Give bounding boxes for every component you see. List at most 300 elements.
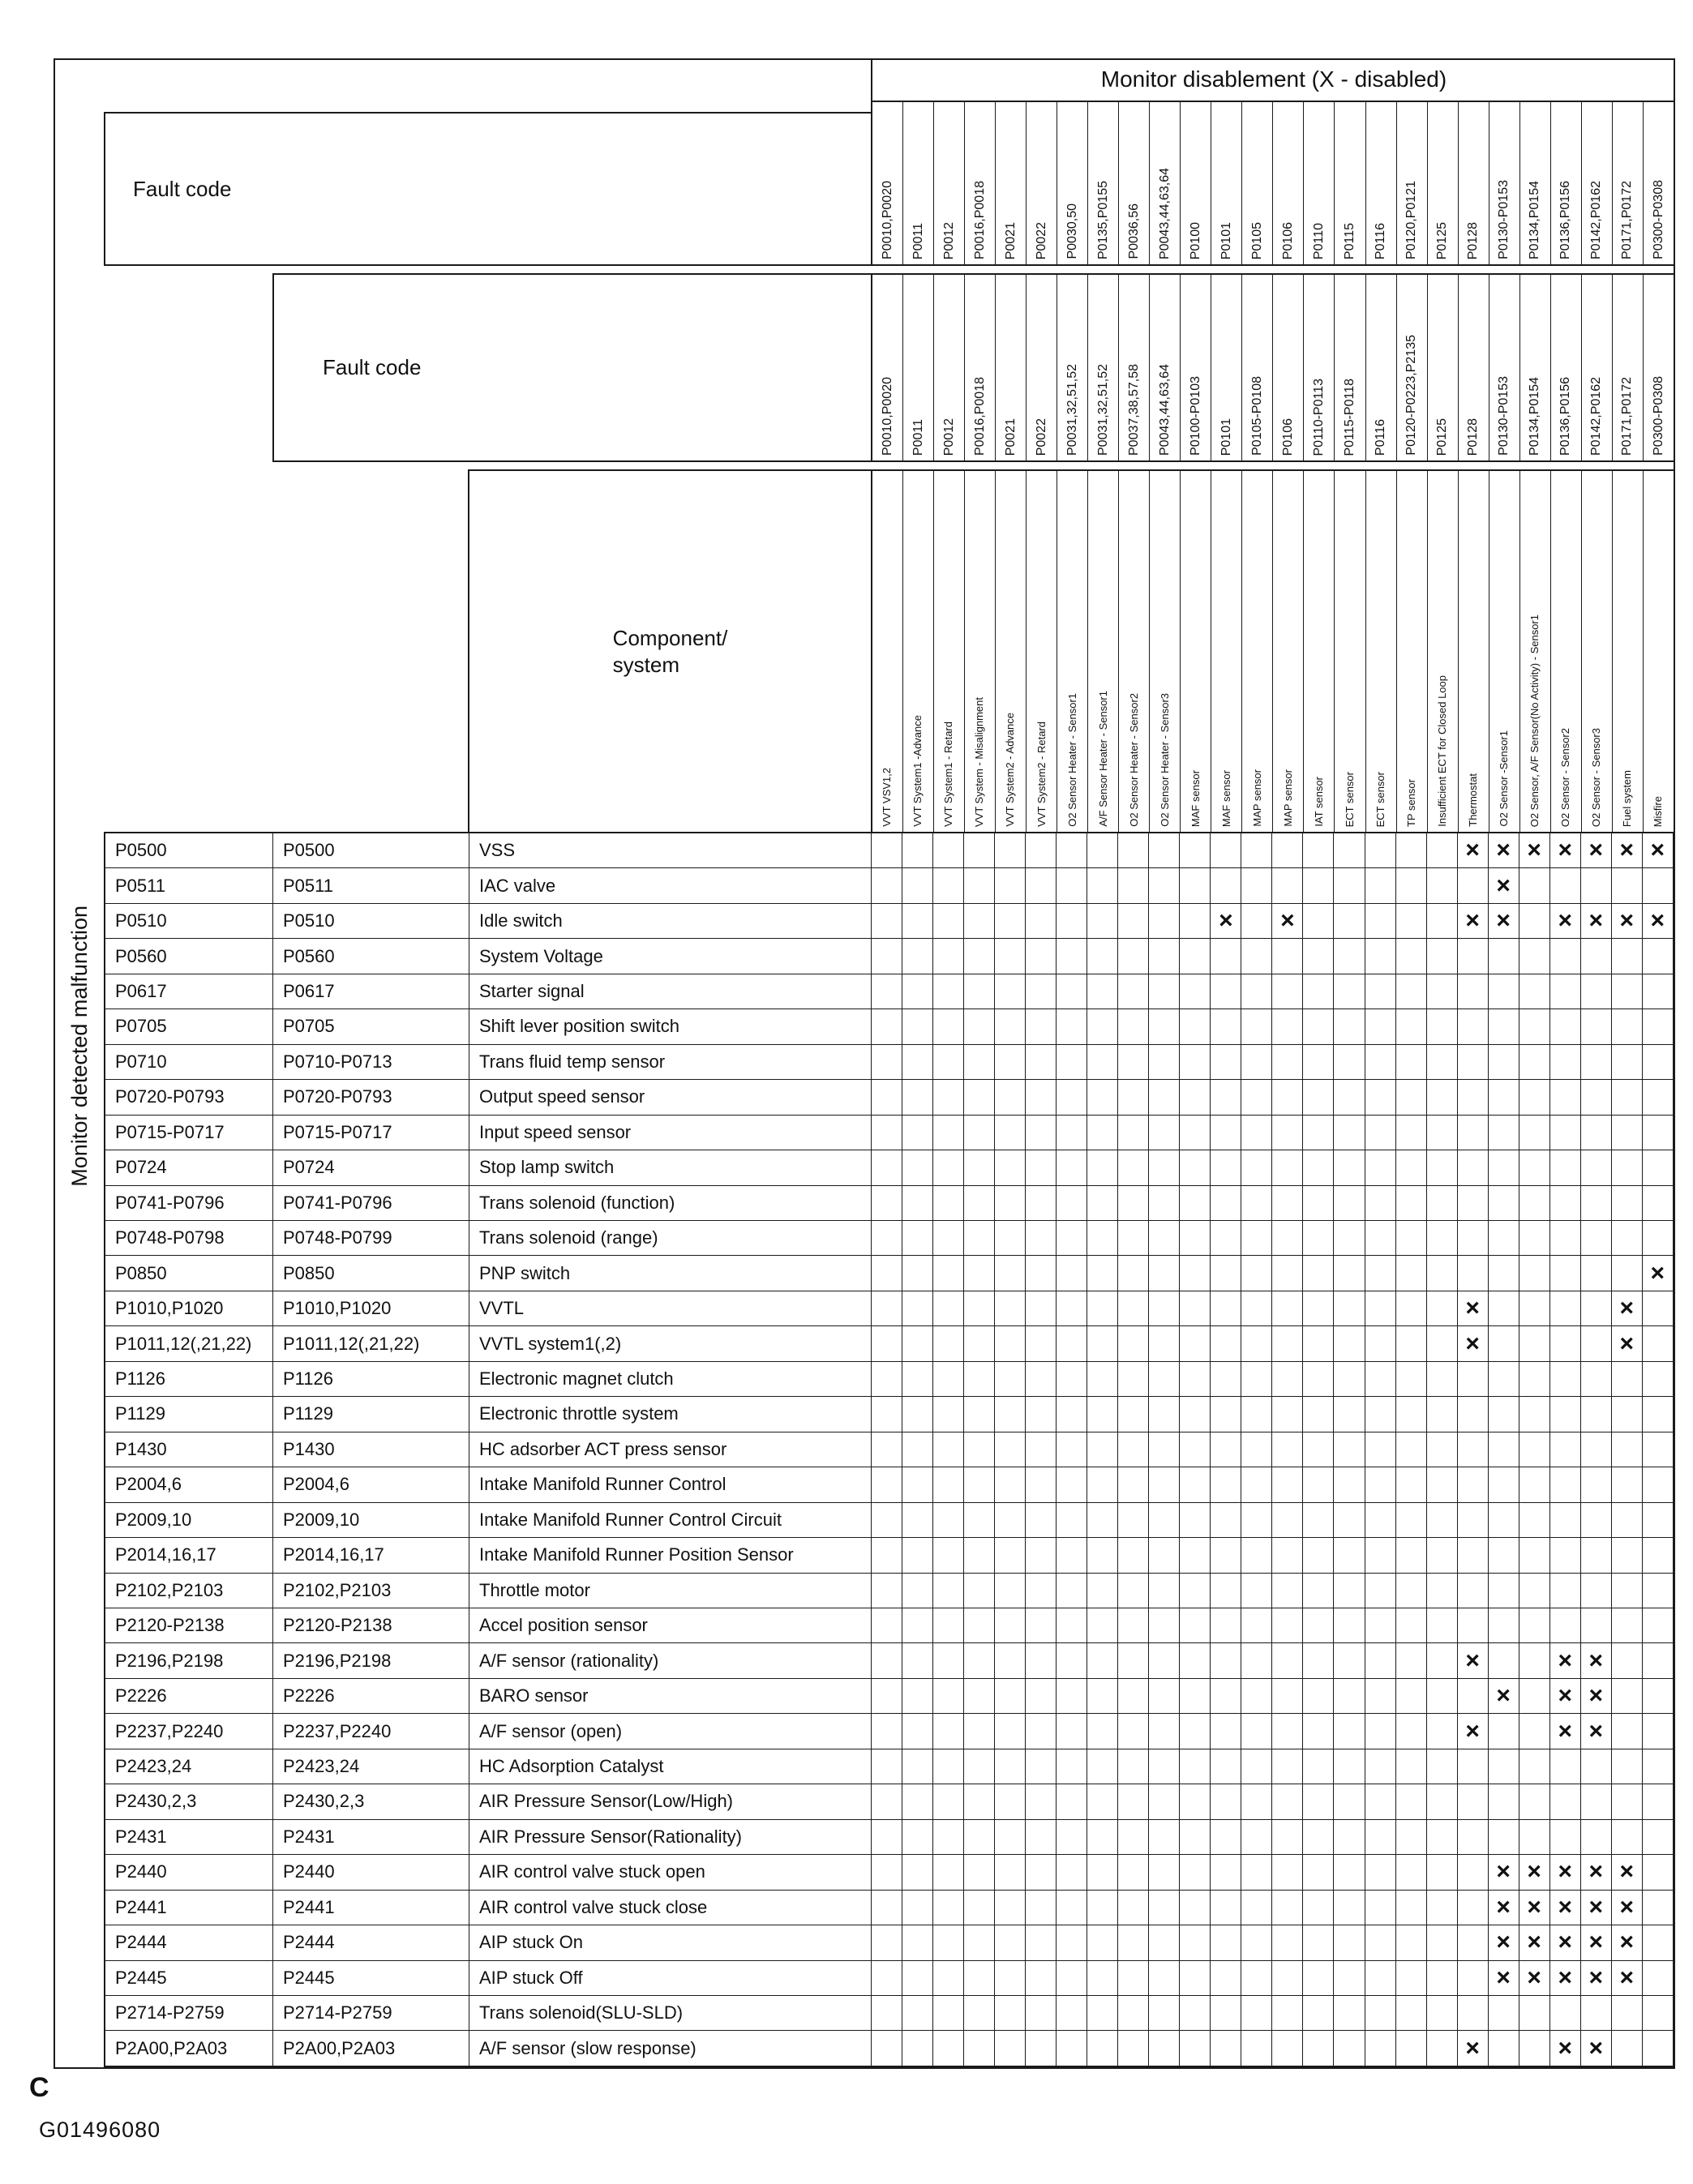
- matrix-cell: [1057, 833, 1087, 867]
- matrix-cell: [1241, 1116, 1272, 1150]
- matrix-cell: [1180, 1221, 1211, 1255]
- fault-code-row1-col-22: [1520, 102, 1551, 264]
- matrix-cell: [1211, 833, 1241, 867]
- matrix-cell: [1057, 1714, 1087, 1748]
- matrix-cell: [1149, 1256, 1180, 1290]
- fault-code-row1-label: P0010,P0020: [880, 181, 894, 259]
- matrix-cell: [964, 1221, 995, 1255]
- matrix-cell: [1581, 1397, 1612, 1431]
- fault-code-row2-col-22: [1520, 275, 1551, 460]
- matrix-cell: [933, 833, 964, 867]
- disabled-mark: ×: [1612, 1291, 1643, 1325]
- disabled-mark: ×: [1458, 1326, 1489, 1360]
- matrix-cell: [1118, 1749, 1149, 1784]
- matrix-cell: [1149, 2031, 1180, 2065]
- component-cell: Intake Manifold Runner Control Circuit: [469, 1503, 872, 1537]
- matrix-cell: [1118, 1397, 1149, 1431]
- component-col-24: [1582, 471, 1613, 832]
- matrix-cell: [902, 1291, 933, 1325]
- disabled-mark: ×: [1458, 1643, 1489, 1677]
- matrix-cell: [1458, 1784, 1489, 1818]
- matrix-cell: [1519, 1574, 1550, 1608]
- component-cell: Electronic magnet clutch: [469, 1362, 872, 1396]
- fault-code-1-cell: P2444: [105, 1925, 273, 1959]
- matrix-cell: [902, 1538, 933, 1572]
- table-row: [105, 1080, 1673, 1115]
- matrix-cell: [1303, 1714, 1334, 1748]
- matrix-cell: [1458, 1256, 1489, 1290]
- matrix-cell: [902, 1503, 933, 1537]
- disabled-mark: ×: [1581, 1925, 1612, 1959]
- disabled-mark: ×: [1581, 1891, 1612, 1925]
- matrix-cell: [1458, 1080, 1489, 1114]
- component-cell: Trans solenoid (function): [469, 1186, 872, 1220]
- matrix-cell: [1427, 1432, 1458, 1467]
- matrix-cell: [1643, 1996, 1673, 2030]
- matrix-cell: [1118, 1432, 1149, 1467]
- matrix-cell: [1211, 1080, 1241, 1114]
- matrix-cell: [964, 1326, 995, 1360]
- matrix-cell: [1365, 1996, 1396, 2030]
- matrix-cell: [1519, 1186, 1550, 1220]
- matrix-cell: [1365, 1574, 1396, 1608]
- matrix-cell: [995, 1009, 1026, 1043]
- matrix-cell: [1180, 1362, 1211, 1396]
- matrix-cell: [1118, 1996, 1149, 2030]
- matrix-cell: [1581, 974, 1612, 1008]
- matrix-cell: [1612, 1996, 1643, 2030]
- fault-code-row2-col-25: [1613, 275, 1644, 460]
- matrix-cell: [1612, 1467, 1643, 1501]
- component-cell: HC adsorber ACT press sensor: [469, 1432, 872, 1467]
- matrix-cell: [1643, 1574, 1673, 1608]
- component-cell: System Voltage: [469, 939, 872, 973]
- matrix-cell: [1149, 1467, 1180, 1501]
- matrix-cell: [1427, 1326, 1458, 1360]
- matrix-cell: [1180, 1608, 1211, 1642]
- matrix-cell: [1241, 1891, 1272, 1925]
- component-label: O2 Sensor - Sensor3: [1590, 727, 1603, 827]
- matrix-cell: [1026, 1432, 1057, 1467]
- fault-code-row2-col-14: [1273, 275, 1304, 460]
- fault-code-row1-col-16: [1335, 102, 1365, 264]
- matrix-cell: [1057, 1891, 1087, 1925]
- matrix-cell: [902, 904, 933, 938]
- fault-code-row1-col-9: [1119, 102, 1150, 264]
- matrix-cell: [1149, 1009, 1180, 1043]
- matrix-cell: [1087, 1256, 1118, 1290]
- matrix-cell: [1241, 1784, 1272, 1818]
- component-cell: Throttle motor: [469, 1574, 872, 1608]
- matrix-cell: [1057, 939, 1087, 973]
- matrix-cell: [1026, 1643, 1057, 1677]
- matrix-cell: [1550, 1397, 1581, 1431]
- matrix-cell: [1550, 1009, 1581, 1043]
- fault-code-row2-col-16: [1335, 275, 1365, 460]
- matrix-cell: [995, 1820, 1026, 1854]
- matrix-cell: [1365, 1397, 1396, 1431]
- matrix-cell: [1458, 1186, 1489, 1220]
- matrix-cell: [1026, 1116, 1057, 1150]
- matrix-cell: [1396, 1080, 1427, 1114]
- matrix-cell: [1334, 1186, 1365, 1220]
- matrix-cell: [1211, 1574, 1241, 1608]
- fault-code-1-cell: P0850: [105, 1256, 273, 1290]
- fault-code-1-cell: P2A00,P2A03: [105, 2031, 273, 2065]
- fault-code-row1-col-26: [1644, 102, 1674, 264]
- fault-code-row2-label: P0101: [1219, 418, 1234, 456]
- matrix-cell: [1272, 1784, 1303, 1818]
- matrix-cell: [872, 1221, 902, 1255]
- matrix-cell: [1550, 1574, 1581, 1608]
- matrix-cell: [1211, 1679, 1241, 1713]
- matrix-cell: [1149, 1186, 1180, 1220]
- fault-code-2-cell: P2444: [273, 1925, 469, 1959]
- matrix-cell: [1026, 1186, 1057, 1220]
- component-col-23: [1551, 471, 1582, 832]
- matrix-cell: [1180, 833, 1211, 867]
- matrix-cell: [1241, 1080, 1272, 1114]
- disabled-mark: ×: [1272, 904, 1303, 938]
- disabled-mark: ×: [1519, 1925, 1550, 1959]
- table-row: [105, 1045, 1673, 1080]
- matrix-cell: [1396, 1643, 1427, 1677]
- fault-code-row1-col-17: [1366, 102, 1397, 264]
- matrix-cell: [1396, 1855, 1427, 1889]
- matrix-cell: [1550, 1996, 1581, 2030]
- matrix-cell: [1026, 974, 1057, 1008]
- matrix-cell: [1396, 1749, 1427, 1784]
- matrix-cell: [933, 1503, 964, 1537]
- matrix-cell: [1612, 1045, 1643, 1079]
- matrix-cell: [1519, 1009, 1550, 1043]
- matrix-cell: [1365, 1467, 1396, 1501]
- matrix-cell: [1334, 1925, 1365, 1959]
- matrix-cell: [872, 1150, 902, 1184]
- matrix-cell: [933, 1467, 964, 1501]
- matrix-cell: [1458, 1925, 1489, 1959]
- matrix-cell: [1396, 1608, 1427, 1642]
- matrix-cell: [1303, 1820, 1334, 1854]
- matrix-cell: [1026, 1397, 1057, 1431]
- matrix-cell: [1612, 1362, 1643, 1396]
- matrix-cell: [1458, 1996, 1489, 2030]
- fault-code-row1-col-12: [1211, 102, 1242, 264]
- matrix-cell: [1241, 2031, 1272, 2065]
- matrix-cell: [1550, 1749, 1581, 1784]
- disabled-mark: ×: [1489, 833, 1519, 867]
- fault-code-row1-label: P0021: [1003, 221, 1018, 259]
- matrix-cell: [1272, 1467, 1303, 1501]
- matrix-cell: [1026, 868, 1057, 902]
- matrix-cell: [1272, 1256, 1303, 1290]
- matrix-cell: [1303, 868, 1334, 902]
- matrix-cell: [1180, 1855, 1211, 1889]
- matrix-cell: [902, 1326, 933, 1360]
- matrix-cell: [1180, 1643, 1211, 1677]
- matrix-cell: [1026, 1326, 1057, 1360]
- component-cell: Shift lever position switch: [469, 1009, 872, 1043]
- matrix-cell: [1396, 1679, 1427, 1713]
- component-col-18: [1397, 471, 1428, 832]
- matrix-cell: [1118, 1855, 1149, 1889]
- component-col-7: [1057, 471, 1088, 832]
- matrix-cell: [1087, 833, 1118, 867]
- matrix-cell: [1612, 1221, 1643, 1255]
- disabled-mark: ×: [1458, 833, 1489, 867]
- matrix-cell: [1211, 1116, 1241, 1150]
- matrix-cell: [995, 1150, 1026, 1184]
- matrix-cell: [1365, 1643, 1396, 1677]
- matrix-cell: [1026, 1925, 1057, 1959]
- table-row: [105, 1432, 1673, 1467]
- disabled-mark: ×: [1581, 1643, 1612, 1677]
- component-label: VVT System - Misalignment: [973, 696, 986, 827]
- matrix-cell: [1241, 1326, 1272, 1360]
- fault-code-2-cell: P0617: [273, 974, 469, 1008]
- matrix-cell: [1180, 1467, 1211, 1501]
- matrix-cell: [1303, 1961, 1334, 1995]
- matrix-cell: [1180, 974, 1211, 1008]
- matrix-cell: [964, 1608, 995, 1642]
- matrix-cell: [1241, 1749, 1272, 1784]
- matrix-cell: [1427, 1538, 1458, 1572]
- matrix-cell: [1396, 1714, 1427, 1748]
- matrix-cell: [1489, 1784, 1519, 1818]
- matrix-cell: [1334, 1679, 1365, 1713]
- fault-code-box-2-label: Fault code: [323, 355, 422, 379]
- matrix-cell: [1211, 1256, 1241, 1290]
- matrix-cell: [1087, 1326, 1118, 1360]
- matrix-cell: [1643, 1150, 1673, 1184]
- component-label: TP sensor: [1404, 778, 1417, 827]
- fault-code-row2-col-4: [965, 275, 996, 460]
- matrix-cell: [1365, 904, 1396, 938]
- matrix-cell: [1427, 2031, 1458, 2065]
- matrix-cell: [1612, 1714, 1643, 1748]
- matrix-cell: [1427, 1820, 1458, 1854]
- fault-code-2-cell: P2441: [273, 1891, 469, 1925]
- matrix-cell: [1458, 1538, 1489, 1572]
- table-row: [105, 1009, 1673, 1044]
- matrix-cell: [1396, 1467, 1427, 1501]
- matrix-cell: [1272, 1150, 1303, 1184]
- matrix-cell: [1643, 1432, 1673, 1467]
- matrix-cell: [1365, 1080, 1396, 1114]
- component-label: Fuel system: [1621, 769, 1634, 827]
- table-row: [105, 1150, 1673, 1185]
- matrix-cell: [995, 904, 1026, 938]
- fault-code-2-cell: P2120-P2138: [273, 1608, 469, 1642]
- fault-code-2-cell: P2A00,P2A03: [273, 2031, 469, 2065]
- matrix-cell: [964, 833, 995, 867]
- matrix-cell: [902, 1080, 933, 1114]
- matrix-cell: [1427, 1679, 1458, 1713]
- matrix-cell: [1241, 1221, 1272, 1255]
- matrix-cell: [1118, 1503, 1149, 1537]
- matrix-cell: [1334, 1045, 1365, 1079]
- fault-code-row2-col-12: [1211, 275, 1242, 460]
- matrix-cell: [1334, 974, 1365, 1008]
- fault-code-row2-label: P0031,32,51,52: [1095, 364, 1110, 456]
- disabled-mark: ×: [1650, 837, 1665, 864]
- matrix-cell: [1272, 1925, 1303, 1959]
- matrix-cell: [1365, 1045, 1396, 1079]
- matrix-cell: [1241, 1397, 1272, 1431]
- matrix-cell: [1241, 1643, 1272, 1677]
- fault-code-2-cell: P2237,P2240: [273, 1714, 469, 1748]
- fault-code-row1-col-15: [1304, 102, 1335, 264]
- fault-code-row1-label: P0134,P0154: [1528, 181, 1542, 259]
- fault-code-row1-label: P0300-P0308: [1651, 180, 1665, 259]
- matrix-cell: [1087, 1045, 1118, 1079]
- component-cell: A/F sensor (slow response): [469, 2031, 872, 2065]
- matrix-cell: [1211, 1820, 1241, 1854]
- matrix-cell: [1396, 1891, 1427, 1925]
- matrix-cell: [1272, 1608, 1303, 1642]
- matrix-cell: [1612, 1820, 1643, 1854]
- table-row: [105, 868, 1673, 903]
- component-label: VVT System2 - Advance: [1004, 713, 1017, 827]
- matrix-cell: [1057, 868, 1087, 902]
- matrix-cell: [995, 1256, 1026, 1290]
- matrix-cell: [1211, 1467, 1241, 1501]
- matrix-cell: [1550, 1432, 1581, 1467]
- fault-code-row2-col-2: [903, 275, 934, 460]
- disabled-mark: ×: [1489, 1925, 1519, 1959]
- matrix-cell: [1026, 1679, 1057, 1713]
- matrix-cell: [1334, 1326, 1365, 1360]
- matrix-cell: [1026, 1891, 1057, 1925]
- fault-code-row2-label: P0130-P0153: [1497, 376, 1511, 456]
- component-label: A/F Sensor Heater - Sensor1: [1096, 691, 1109, 827]
- matrix-cell: [1149, 1679, 1180, 1713]
- disabled-mark: ×: [1550, 1679, 1581, 1713]
- matrix-cell: [872, 1855, 902, 1889]
- matrix-cell: [1118, 1679, 1149, 1713]
- table-row: [105, 1397, 1673, 1432]
- matrix-cell: [995, 1116, 1026, 1150]
- matrix-cell: [1057, 1150, 1087, 1184]
- matrix-cell: [1581, 1150, 1612, 1184]
- component-cell: AIP stuck On: [469, 1925, 872, 1959]
- matrix-cell: [1365, 1291, 1396, 1325]
- matrix-cell: [1087, 868, 1118, 902]
- matrix-cell: [1396, 1221, 1427, 1255]
- fault-code-1-cell: P0511: [105, 868, 273, 902]
- disabled-mark: ×: [1581, 1714, 1612, 1748]
- matrix-cell: [1057, 1045, 1087, 1079]
- matrix-cell: [1303, 1679, 1334, 1713]
- matrix-cell: [933, 1643, 964, 1677]
- matrix-cell: [1550, 1186, 1581, 1220]
- matrix-cell: [1427, 1256, 1458, 1290]
- matrix-cell: [1149, 1503, 1180, 1537]
- matrix-cell: [1581, 1291, 1612, 1325]
- matrix-cell: [1180, 1256, 1211, 1290]
- matrix-cell: [902, 1855, 933, 1889]
- matrix-cell: [1211, 1150, 1241, 1184]
- fault-code-1-cell: P2009,10: [105, 1503, 273, 1537]
- matrix-cell: [933, 1186, 964, 1220]
- matrix-cell: [1303, 904, 1334, 938]
- fault-code-row2-label: P0100-P0103: [1189, 376, 1203, 456]
- matrix-cell: [1519, 1116, 1550, 1150]
- matrix-cell: [1241, 1503, 1272, 1537]
- component-label: VVT System1 -Advance: [911, 715, 924, 827]
- matrix-cell: [1087, 1221, 1118, 1255]
- component-label: O2 Sensor - Sensor2: [1559, 727, 1572, 827]
- matrix-cell: [1087, 2031, 1118, 2065]
- matrix-cell: [933, 1326, 964, 1360]
- matrix-cell: [872, 1467, 902, 1501]
- fault-code-box-2: [272, 273, 872, 462]
- disabled-mark: ×: [1550, 1925, 1581, 1959]
- fault-code-1-cell: P2102,P2103: [105, 1574, 273, 1608]
- fault-code-1-cell: P0500: [105, 833, 273, 867]
- matrix-cell: [1026, 904, 1057, 938]
- matrix-cell: [1241, 1608, 1272, 1642]
- matrix-cell: [1581, 1467, 1612, 1501]
- fault-code-row1-label: P0105: [1250, 221, 1265, 259]
- matrix-cell: [1180, 1679, 1211, 1713]
- matrix-cell: [1396, 1397, 1427, 1431]
- matrix-cell: [1272, 1326, 1303, 1360]
- matrix-cell: [1149, 1538, 1180, 1572]
- fault-code-row1-label: P0016,P0018: [972, 181, 987, 259]
- matrix-cell: [1519, 1045, 1550, 1079]
- matrix-cell: [1519, 1326, 1550, 1360]
- fault-code-row1-col-19: [1428, 102, 1459, 264]
- matrix-cell: [902, 939, 933, 973]
- matrix-cell: [1458, 1397, 1489, 1431]
- fault-code-2-cell: P2196,P2198: [273, 1643, 469, 1677]
- matrix-cell: [933, 1925, 964, 1959]
- component-cell: Electronic throttle system: [469, 1397, 872, 1431]
- fault-code-row2-col-7: [1057, 275, 1088, 460]
- matrix-cell: [995, 1643, 1026, 1677]
- matrix-cell: [1211, 2031, 1241, 2065]
- matrix-cell: [964, 1291, 995, 1325]
- matrix-cell: [1334, 1643, 1365, 1677]
- matrix-cell: [1026, 833, 1057, 867]
- matrix-cell: [1180, 1116, 1211, 1150]
- matrix-cell: [1581, 1820, 1612, 1854]
- matrix-cell: [1581, 1503, 1612, 1537]
- matrix-cell: [1334, 1996, 1365, 2030]
- fault-code-1-cell: P2120-P2138: [105, 1608, 273, 1642]
- matrix-cell: [995, 1326, 1026, 1360]
- matrix-cell: [1303, 974, 1334, 1008]
- fault-code-1-cell: P0748-P0798: [105, 1221, 273, 1255]
- matrix-cell: [1026, 1961, 1057, 1995]
- matrix-cell: [1334, 1749, 1365, 1784]
- matrix-cell: [1643, 1855, 1673, 1889]
- matrix-cell: [1026, 1221, 1057, 1255]
- matrix-cell: [1396, 1574, 1427, 1608]
- matrix-cell: [1458, 1432, 1489, 1467]
- matrix-cell: [1643, 1538, 1673, 1572]
- fault-code-row1-col-20: [1459, 102, 1489, 264]
- matrix-cell: [964, 1186, 995, 1220]
- matrix-cell: [1118, 868, 1149, 902]
- matrix-cell: [1334, 1784, 1365, 1818]
- disabled-mark: ×: [1489, 1961, 1519, 1995]
- matrix-cell: [872, 1080, 902, 1114]
- fault-code-row2-col-18: [1397, 275, 1428, 460]
- matrix-cell: [1272, 1714, 1303, 1748]
- matrix-cell: [1396, 1045, 1427, 1079]
